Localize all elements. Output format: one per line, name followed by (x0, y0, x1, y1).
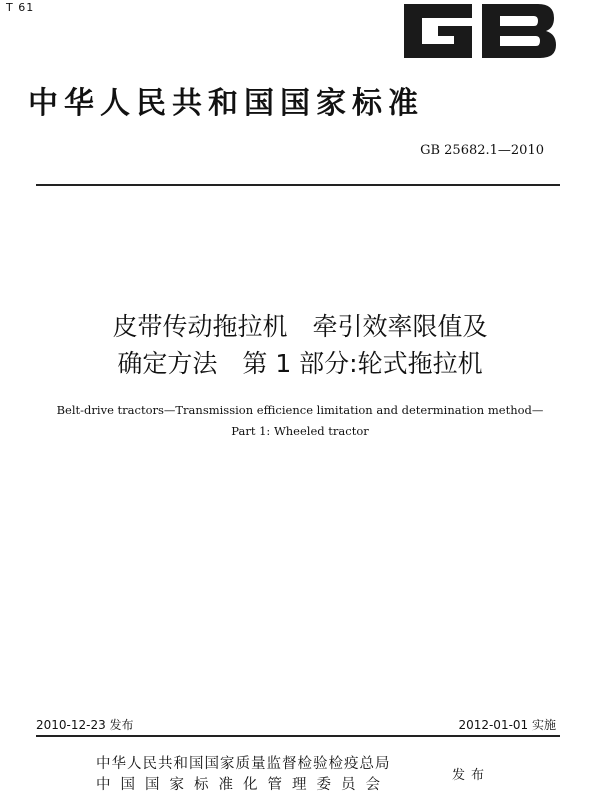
org-title: 中华人民共和国国家标准 (28, 86, 424, 121)
issue-date: 2010-12-23 发布 (36, 718, 134, 732)
gb-logo (398, 0, 558, 62)
svg-text:GB: GB (398, 0, 400, 1)
ics-code: T 61 (6, 1, 35, 14)
issuer-line1: 中华人民共和国国家质量监督检验检疫总局 (96, 756, 391, 772)
implementation-date: 2012-01-01 实施 (458, 718, 556, 732)
title-cn-line1: 皮带传动拖拉机 牵引效率限值及 (112, 312, 488, 341)
header-divider (36, 184, 560, 186)
publish-label: 发布 (452, 768, 491, 783)
footer-divider (36, 735, 560, 737)
issuer-line2: 中国国家标准化管理委员会 (96, 777, 390, 793)
title-en-line2: Part 1: Wheeled tractor (231, 424, 369, 438)
standard-number: GB 25682.1—2010 (420, 143, 544, 158)
title-en-line1: Belt-drive tractors—Transmission efficience limitation and determination method— (56, 403, 544, 417)
title-cn-line2: 确定方法 第 1 部分:轮式拖拉机 (117, 349, 483, 378)
